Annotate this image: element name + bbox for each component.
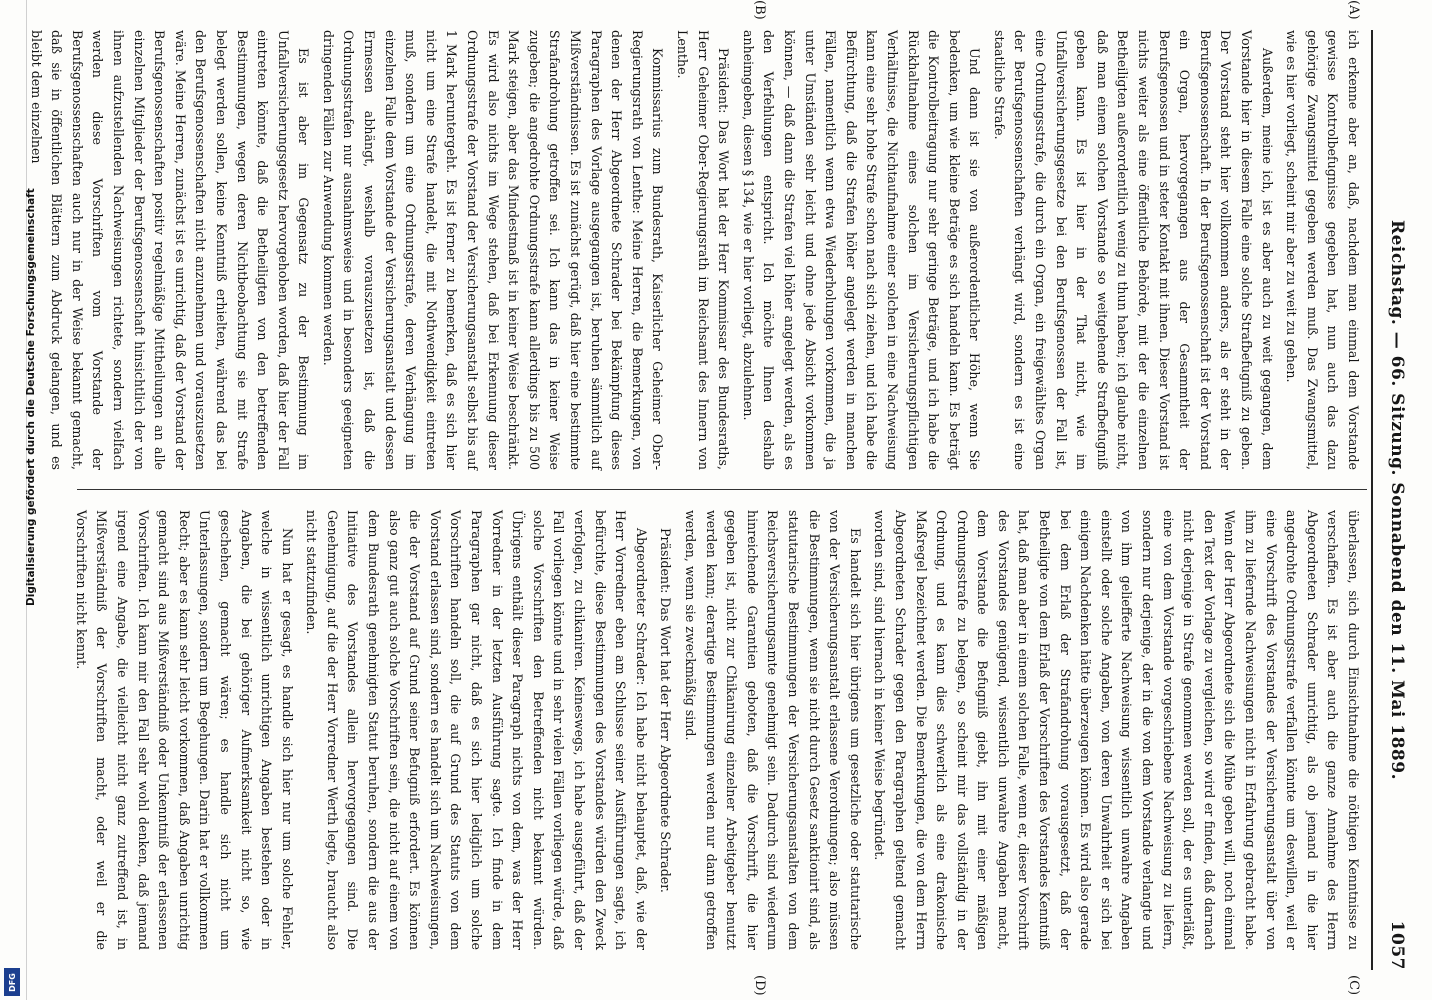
paragraph: Es ist aber im Gegensatz zu der Bestimmung im Unfallversicherungsgesetz hervorgehoben worden, daß hier der Fall eintreten könnte, daß die Betheiligten von den betreffenden Bestimmungen, wegen deren Nichtbeobachtung sie mit Strafe belegt werden sollen, keine Kenntniß erhielten, während das bei den Berufsgenossenschaften nicht anzunehmen und vorauszusetzen wäre. Meine Herren, zunächst ist es unrichtig, daß der Vorstand der Berufsgenossenschaften positiv regelmäßige Mittheilungen an alle einzelnen Mitglieder der Berufsgenossenschaft hinsichtlich der von ihnen aufzustellenden Nachweisungen richtete, sondern vielfach werden diese Vorschriften vom Vorstande der Berufsgenossenschaften auch nur in der Weise bekannt gemacht, daß sie in öffentlichen Blättern zum Abdruck gelangen, und es bleibt dem einzelnen [28, 30, 312, 470]
header-rule [1371, 30, 1373, 970]
paragraph: Außerdem, meine ich, ist es aber auch zu weit gegangen, dem Vorstande hier in diesem Falle eine solche Strafbefugniß zu geben. Der Vorstand steht hier vollkommen anders, als er steht in der Berufsgenossenschaft. In der Berufsgenossenschaft ist der Vorstand ein Organ, hervorgegangen aus der Gesammtheit der Berufsgenossen und in steter Kontakt mit ihnen. Dieser Vorstand ist nichts weiter als eine öffentliche Behörde, mit der die einzelnen Betheiligten außerordentlich wenig zu thun haben; ich glaube nicht, daß man einem solchen Vorstande so weitgehende Strafbefugniß geben kann. Es ist hier in der That nicht, wie im Unfallversicherungsgesetze bei den Berufsgenossen der Fall ist, eine Ordnungsstrafe, die durch ein Organ, ein freigewähltes Organ der Berufsgenossenschaften verhängt wird, sondern es ist eine staatliche Strafe. [991, 30, 1275, 470]
margin-marker-a: (A) [1346, 0, 1361, 20]
right-column [73, 510, 1363, 950]
paragraph: überlassen, sich durch Einsichtnahme die nöthigen Kenntnisse zu verschaffen. Es ist aber auch die ganze Annahme des Herrn Abgeordneten Schrader unrichtig, als ob jemand in die hier angedrohte Ordnungsstrafe verfallen könnte um deswillen, weil er eine Vorschrift des Vorstandes der Versicherungsanstalt über von ihm zu liefernde Nachweisungen nicht in Erfahrung gebracht habe. Wenn der Herr Abgeordnete sich die Mühe geben will, noch einmal den Text der Vorlage zu vergleichen, so wird er finden, daß darnach nicht derjenige in Strafe genommen werden soll, der es unterläßt, eine von dem Vorstande vorgeschriebene Nachweisung zu liefern, sondern nur derjenige, der in die von dem Vorstande verlangte und von ihm geliefferte Nachweisung wissentlich unwahre Angaben einstellt oder solche Angaben, von deren Unwahrheit er sich bei einigem Nachdenken hätte überzeugen können. Es wird also gerade bei dem Erlaß der Strafandrohung vorausgesetzt, daß der Betheiligte von dem Erlaß der Vorschriften des Vorstandes Kenntniß hat, daß man aber in einem solchen Falle, wenn er, dieser Vorschrift des Vorstandes genügend, wissentlich unwahre Angaben macht, dem Vorstande die Befugniß giebt, ihn mit einer mäßigen Ordnungsstrafe zu belegen, so scheint mir das vollständig in der Ordnung, und es kann dies schwerlich als eine drakonische Maßregel bezeichnet werden. Die Bemerkungen, die von dem Herrn Abgeordneten Schrader gegen den Paragraphen geltend gemacht worden sind, sind hiernach in keiner Weise begründet. [872, 510, 1361, 950]
margin-marker-c: (C) [1346, 975, 1361, 996]
dfg-logo-text: DFG [7, 972, 17, 992]
page-title: Reichstag. — 66. Sitzung. Sonnabend den 11. Mai 1889. [1387, 219, 1407, 780]
digitization-credit [3, 0, 37, 1000]
speaker-paragraph: Präsident: Das Wort hat der Herr Kommissar des Bundesraths, Herr Geheimer Ober-Regierungsrath im Reichsamt des Innern von Lenthe. [675, 30, 732, 470]
paragraph: Nun hat er gesagt, es handle sich hier nur um solche Fehler, welche in wissentlich unrichtigen Angaben bestehen oder in Angaben, die bei gehöriger Aufmerksamkeit nicht so, wie geschehen, gemacht wären; es handle sich nicht um Unterlassungen, sondern um Begehungen. Darin hat er vollkommen Recht; aber es kann sehr leicht vorkommen, daß Angaben unrichtig gemacht sind aus Mißverständniß oder Unkenntniß der erlassenen Vorschriften. Ich kann mir den Fall sehr wohl denken, daß jemand irgend eine Angabe, die vielleicht nicht ganz zutreffend ist, in Mißverständniß der Vorschriften macht, oder weil er die Vorschriften nicht kennt. [73, 510, 295, 950]
dfg-logo [4, 968, 20, 996]
margin-marker-b: (B) [752, 0, 767, 20]
speaker-paragraph: Abgeordneter Schrader: Ich habe nicht behauptet, daß, wie der Herr Vorredner eben am Schlusse seiner Ausführungen sagte, ich befürchte, diese Bestimmungen des Vorstandes würden den Zweck verfolgen, zu chikaniren. Keineswegs, ich habe ausgeführt, daß der Fall vorliegen könnte und in sehr vielen Fällen vorliegen würde, daß solche Vorschriften den Betreffenden nicht bekannt würden. Übrigens enthält dieser Paragraph nichts von dem, was der Herr Vorredner in der letzten Ausführung sagte. Ich finde in dem Paragraphen gar nicht, daß es sich hier lediglich um solche Vorschriften handeln soll, die auf Grund des Statuts von dem Vorstand erlassen sind, sondern es handelt sich um Nachweisungen, die der Vorstand auf Grund seiner Befugniß erfordert. Es können also ganz gut auch solche Vorschriften sein, die nicht auf einem von dem Bundesrath genehmigten Statut beruhen, sondern die aus der Initiative des Vorstandes allein hervorgegangen sind. Die Genehmigung, auf die der Herr Vorredner Werth legte, braucht also nicht stattzufinden. [304, 510, 649, 950]
paragraph: Und dann ist sie von außerordentlicher Höhe, wenn Sie bedenken, um wie kleine Beträge es sich handeln kann. Es beträgt die Kontrolbeitragung nur sehr geringe Beträge, und ich habe die Rückhaltnahme eines solchen im Versicherungspflichtigen Verhältnisse, die Nichtaufnahme einer solchen in eine Nachweisung kann eine sehr hohe Strafe schon nach sich ziehen, und ich habe die Befürchtung, daß die Strafen höher angelegt werden in manchen Fällen, namentlich wenn etwa Wiederholungen vorkommen, die ja unter Umständen sehr leicht und ohne jede Absicht vorkommen können, — daß dann die Strafen viel höher angelegt werden, als es den Verfehlungen entspricht. Ich möchte Ihnen deshalb anheimgeben, diesen § 134, wie er hier vorliegt, abzulehnen. [740, 30, 983, 470]
paragraph: ich erkenne aber an, daß, nachdem man einmal dem Vorstande gewisse Kontrolbefugnisse gegeben hat, nun auch das dazu gehörige Zwangsmittel gegeben werden muß. Das Zwangsmittel, wie es hier vorliegt, scheint mir aber zu weit zu gehen. [1284, 30, 1361, 470]
page-number: 1057 [1387, 920, 1407, 970]
credit-text: Digitalisierung gefördert durch die Deutsche Forschungsgemeinschaft [25, 188, 37, 606]
page-header [1381, 30, 1407, 970]
speaker-paragraph: Präsident: Das Wort hat der Herr Abgeordnete Schrader. [658, 528, 674, 893]
column-divider [77, 489, 1367, 490]
paragraph: Es handelt sich hier übrigens um gesetzliche oder statutarische von der Versicherungsanstalt erlassene Verordnungen; also müssen die Bestimmungen, wenn sie nicht durch Gesetz sanktionirt sind, als statutarische Bestimmungen der Versicherungsanstalten von dem Reichsversicherungsamte genehmigt sein. Dadurch sind wiederum hinreichende Garantien geboten, daß die Vorschrift, die hier gegeben ist, nicht zur Chikanirung einzelner Arbeitgeber benutzt werden kann; derartige Bestimmungen werden nur dann getroffen werden, wenn sie zweckmäßig sind. [683, 510, 863, 950]
margin-marker-d: (D) [752, 975, 767, 996]
speaker-paragraph: Kommissarius zum Bundesrath, Kaiserlicher Geheimer Ober-Regierungsrath von Lenthe: Meine Herren, die Bemerkungen, von denen der Herr Abgeordnete Schrader bei Bekämpfung dieses Paragraphen des Vorlage ausgegangen ist, beruhen sämmtlich auf Mißverständnissen. Es ist zunächst gerügt, daß hier eine bestimmte Strafandrohung getroffen sei. Ich kann das in keiner Weise zugeben; die angedrohte Ordnungsstrafe kann allerdings bis zu 500 Mark steigen, aber das Mindestmaß ist in keiner Weise beschränkt. Es wird also nichts im Wege stehen, daß bei Erkennung dieser Ordnungsstrafe der Vorstand der Versicherungsanstalt selbst bis auf 1 Mark heruntergeht. Es ist ferner zu bemerken, daß es sich hier nicht um eine Strafe handelt, die mit Nothwendigkeit eintreten muß, sondern um eine Ordnungsstrafe, deren Verhängung im einzelnen Falle dem Vorstande der Versicherungsanstalt und dessen Ermessen abhängt, weshalb vorauszusetzen ist, daß die Ordnungsstrafen nur ausnahmsweise und in besonders geeigneten dringenden Fällen zur Anwendung kommen werden. [320, 30, 666, 470]
